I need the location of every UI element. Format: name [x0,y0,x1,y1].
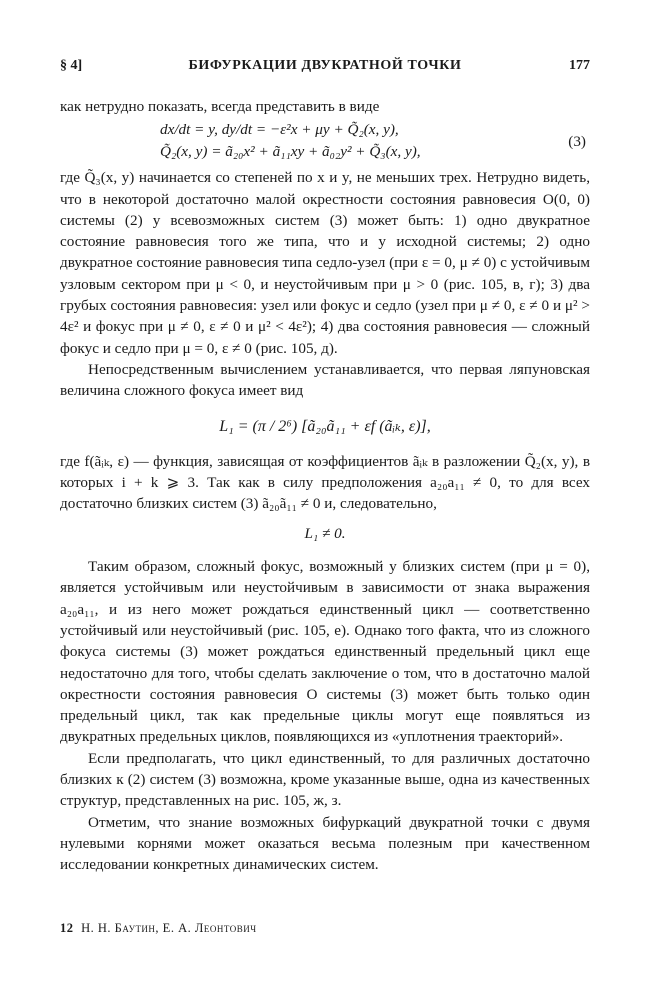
running-title: БИФУРКАЦИИ ДВУКРАТНОЙ ТОЧКИ [188,58,462,73]
equation-L1: L₁ = (π / 2⁶) [ã₂₀ã₁₁ + εf (ãᵢₖ, ε)], [219,417,431,435]
equation-system-3 [60,119,590,165]
intro-line: как нетрудно показать, всегда представить в виде [60,98,380,115]
section-marker: § 4] [60,58,83,73]
equation-lines [160,119,421,162]
paragraph-function-f: где f(ãᵢₖ, ε) — функция, зависящая от коэффициентов ãᵢₖ в разложении Q̃₂(x, y), в которых i + k ⩾ 3. Так как в силу предположения a₂₀a₁₁ ≠ 0, то для всех достаточно близких систем (3) ã₂₀ã₁₁ ≠ 0 и, следовательно, [60,452,590,513]
signature-number: 12 [60,921,74,935]
paragraph-unique-cycle: Если предполагать, что цикл единственный, то для различных достаточно близких к (2) систем (3) возможна, кроме указанные выше, одна из качественных структур, представленных на рис. 105, ж, з. [60,749,590,810]
paragraph-lyapunov: Непосредственным вычислением устанавливается, что первая ляпуновская величина сложного фокуса имеет вид [60,360,590,400]
paragraph-complex-focus: Таким образом, сложный фокус, возможный у близких систем (при μ = 0), является устойчивым или неустойчивым в зависимости от знака выражения a₂₀a₁₁, и из него может рождаться единственный цикл — соответственно устойчивый или неустойчивый (рис. 105, е). Однако того факта, что из сложного фокуса системы (3) может рождаться единственный предельный цикл еще недостаточно для того, чтобы сделать заключение о том, что в достаточно малой окрестности состояния равновесия O системы (3) может быть только один предельный цикл, так как предельные циклы могут еще появляться из двукратных предельных циклов, появляющихся из «уплотнения траекторий». [60,558,590,746]
page-body [60,96,590,876]
paragraph-equilibria: где Q̃₃(x, y) начинается со степеней по x и y, не меньших трех. Нетрудно видеть, что в некоторой достаточно малой окрестности состояния равновесия O(0, 0) системы (2) у всевозможных систем (3) может быть: 1) одно двукратное состояние равновесия того же типа, что и у исходной системы; 2) одно двукратное состояние равновесия типа седло-узел (при ε = 0, μ ≠ 0) с устойчивым узловым сектором при μ < 0, и неустойчивым при μ > 0 (рис. 105, в, г); 3) два грубых состояния равновесия: узел или фокус и седло (узел при μ ≠ 0, ε ≠ 0 и μ² > 4ε² и фокус при μ ≠ 0, ε ≠ 0 и μ² < 4ε²); 4) два состояния равновесия — сложный фокус и седло при μ = 0, ε ≠ 0 (рис. 105, д). [60,169,590,357]
equation-3-line-2: Q̃₂(x, y) = ã₂₀x² + ã₁₁xy + ã₀₂y² + Q̃₃(x, y), [160,142,421,160]
equation-number: (3) [568,133,586,151]
paragraph-conclusion: Отметим, что знание возможных бифуркаций двукратной точки с двумя нулевыми корнями может оказаться весьма полезным при качественном исследовании конкретных динамических систем. [60,813,590,874]
page-number: 177 [569,58,590,73]
equation-3-line-1: dx/dt = y, dy/dt = −ε²x + μy + Q̃₂(x, y), [160,121,399,139]
page-footer [60,921,257,936]
running-header [60,58,590,78]
equation-L1-nonzero: L₁ ≠ 0. [304,524,346,542]
footer-authors: Н. Н. Баутин, Е. А. Леонтович [81,921,257,935]
